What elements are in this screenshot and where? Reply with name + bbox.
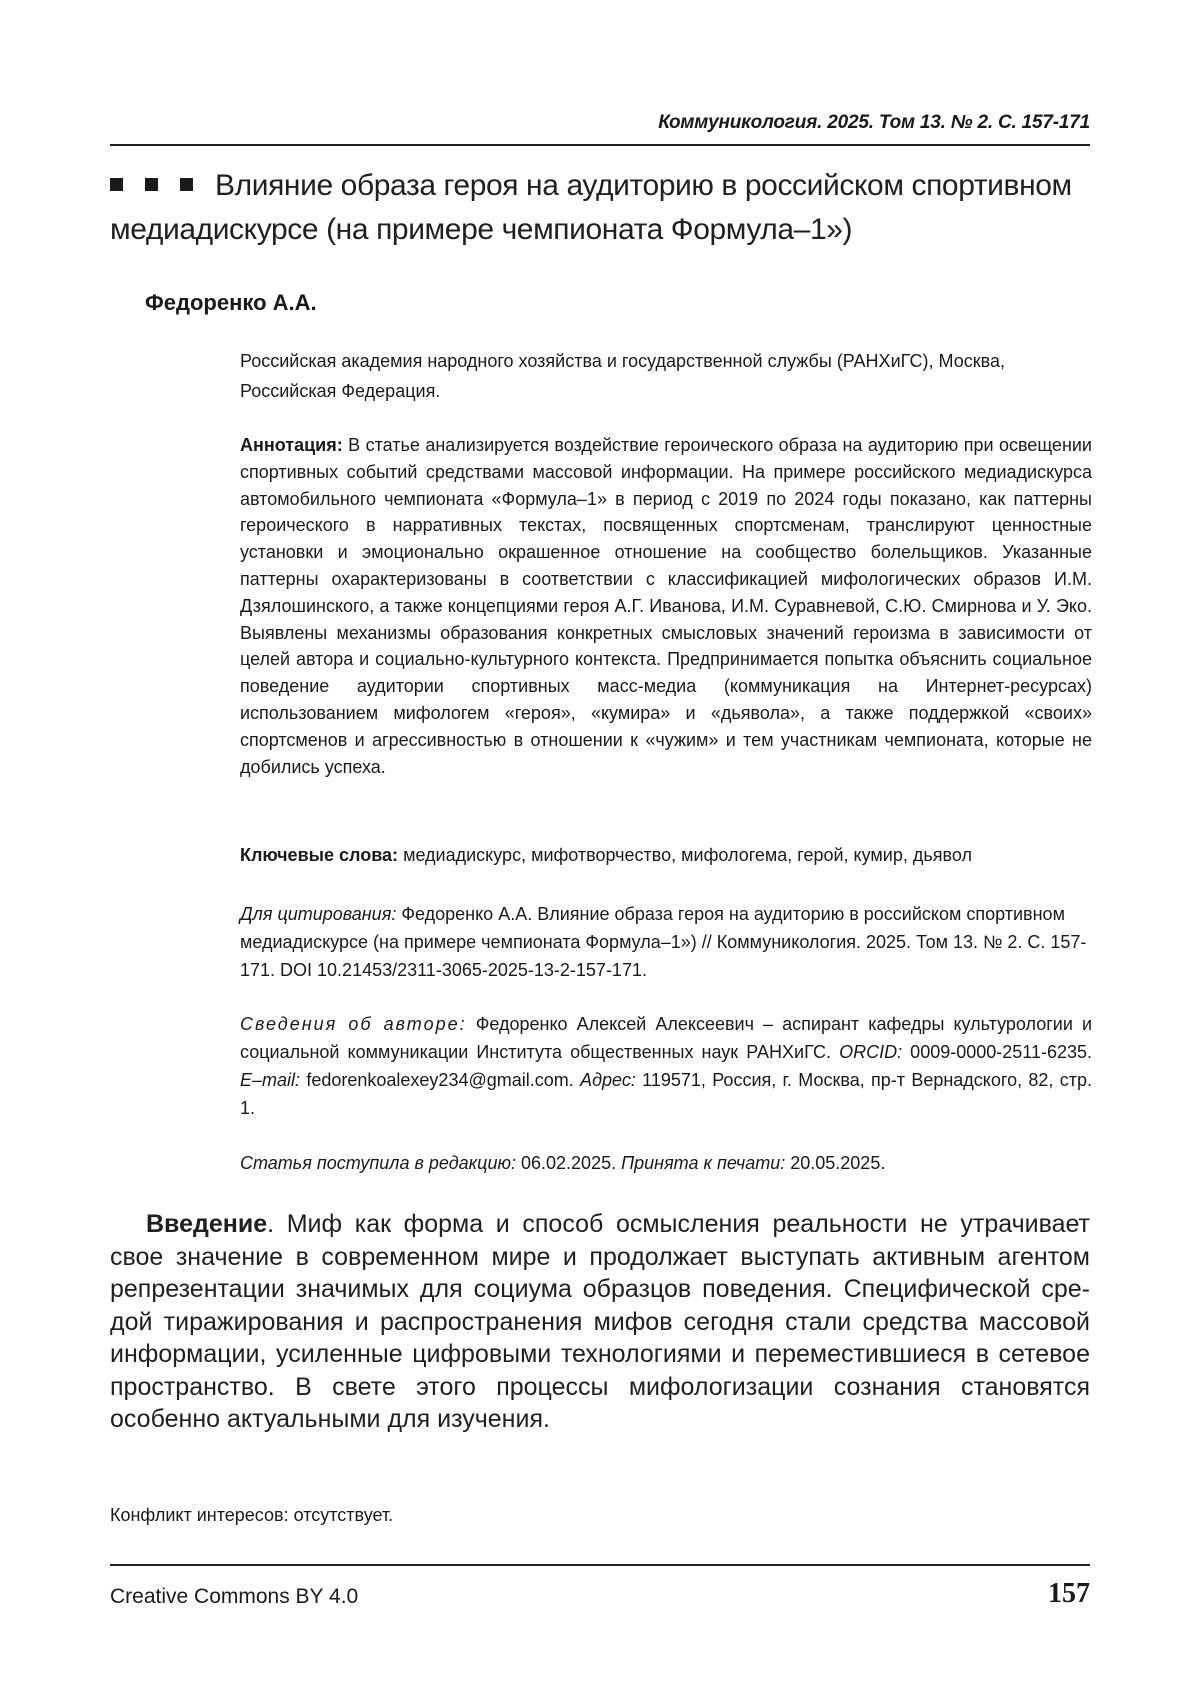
author-info xyxy=(240,1010,1092,1122)
email-value: fedorenkoalexey234@gmail.com. xyxy=(300,1070,581,1090)
introduction-text: . Миф как форма и способ осмысления реальности не утрачивает свое значение в современном мире и продолжает выступать активным агентом репрезентации значимых для социума образцов поведения. Специфической средой тиражирования и распространения мифов сегодня стали средства массовой информации, усиленные цифровыми технологиями и переместившиеся в сетевое пространство. В свете этого процессы мифологизации сознания становятся особенно актуальными для изучения. xyxy=(110,1210,1090,1433)
article-authors: Федоренко А.А. xyxy=(145,290,317,315)
received-label: Статья поступила в редакцию: xyxy=(240,1153,516,1173)
author-affiliation: Российская академия народного хозяйства и государственной службы (РАНХиГС), Москва, Российская Федерация. xyxy=(240,351,1006,401)
author-info-text: Федоренко Алексей Алексеевич – аспирант кафедры культурологии и социальной коммуникации Института общественных наук РАНХиГС. xyxy=(240,1014,1093,1062)
square-icon xyxy=(180,178,193,191)
email-label: E–mail: xyxy=(240,1070,301,1090)
address-value: 119571, Россия, г. Москва, пр-т Вернадского, 82, стр. 1. xyxy=(240,1070,1092,1118)
title-bullet-squares xyxy=(110,164,193,208)
header-rule xyxy=(110,144,1090,146)
introduction-paragraph xyxy=(110,1208,1090,1436)
abstract-label: Аннотация: xyxy=(240,435,343,455)
citation-label: Для цитирования: xyxy=(240,904,397,924)
keywords-text: медиадискурс, мифотворчество, мифологема, герой, кумир, дьявол xyxy=(398,845,972,865)
article-dates xyxy=(240,1150,1092,1176)
address-label: Адрес: xyxy=(580,1070,636,1090)
page-number: 157 xyxy=(1048,1578,1090,1609)
introduction-label: Введение xyxy=(146,1210,268,1238)
license: Creative Commons BY 4.0 xyxy=(110,1585,359,1608)
citation xyxy=(240,900,1092,984)
footer-rule xyxy=(110,1564,1090,1566)
citation-text: Федоренко А.А. Влияние образа героя на аудиторию в российском спортивном медиадискурсе (на примере чемпионата Формула–1») // Коммуникология. 2025. Том 13. № 2. С. 157-171. DOI 10.21453/2311-3065-2025-13-2-157-171. xyxy=(240,904,1087,980)
accepted-label: Принята к печати: xyxy=(621,1153,786,1173)
orcid-label: ORCID: xyxy=(839,1042,903,1062)
accepted-date: 20.05.2025. xyxy=(785,1153,886,1173)
conflict-of-interest: Конфликт интересов: отсутствует. xyxy=(110,1505,394,1525)
received-date: 06.02.2025. xyxy=(516,1153,622,1173)
square-icon xyxy=(110,178,123,191)
running-header: Коммуникология. 2025. Том 13. № 2. С. 157-171 xyxy=(658,112,1090,133)
keywords xyxy=(240,842,1092,868)
square-icon xyxy=(145,178,158,191)
author-info-label: Сведения об авторе: xyxy=(240,1014,467,1034)
keywords-label: Ключевые слова: xyxy=(240,845,399,865)
abstract-text: В статье анализируется воздействие героического образа на аудиторию при освещении спортивных событий средствами массовой информации. На примере российского медиадискурса автомобильного чемпионата «Формула–1» в период с 2019 по 2024 годы показано, как паттерны героического в нарративных текстах, посвященных спортсменам, транслируют ценностные установки и эмоционально окрашенное отношение на сообщество болельщиков. Указанные паттерны охарактеризованы в соответствии с классификацией мифологических образов И.М. Дзялошинского, а также концепциями героя А.Г. Иванова, И.М. Суравневой, С.Ю. Смирнова и У. Эко. Выявлены механизмы образования конкретных смысловых значений героизма в зависимости от целей автора и социально-культурного контекста. Предпринимается попытка объяснить социальное поведение аудитории спортивных масс-медиа (коммуникация на Интернет-ресурсах) использованием мифологем «героя», «кумира» и «дьявола», а также поддержкой «своих» спортсменов и агрессивностью в отношении к «чужим» и тем участникам чемпионата, которые не добились успеха. xyxy=(240,435,1092,777)
article-title-block xyxy=(110,164,1090,252)
abstract xyxy=(240,432,1092,780)
article-title: Влияние образа героя на аудиторию в российском спортивном медиадискурсе (на примере чемпионата Формула–1») xyxy=(110,169,1072,246)
orcid-value: 0009-0000-2511-6235. xyxy=(902,1042,1092,1062)
